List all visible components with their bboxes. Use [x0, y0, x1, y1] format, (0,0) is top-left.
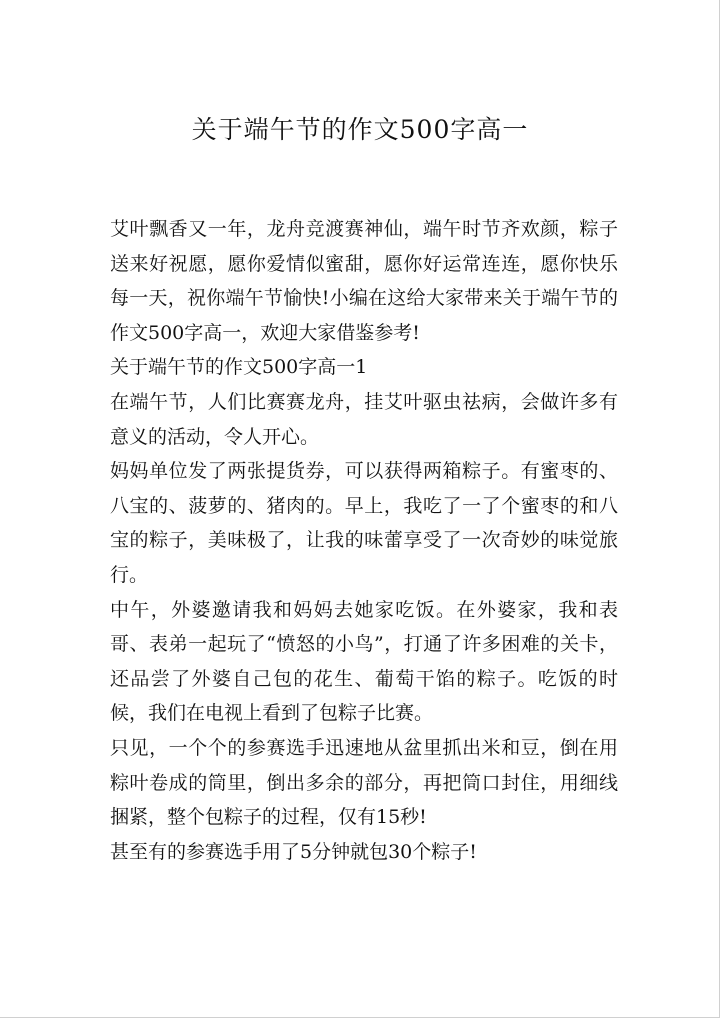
document-title: 关于端午节的作文500字高一 — [191, 115, 529, 144]
paragraph-intro: 艾叶飘香又一年，龙舟竞渡赛神仙，端午时节齐欢颜，粽子送来好祝愿，愿你爱情似蜜甜，愿你好运常连连，愿你快乐每一天，祝你端午节愉快!小编在这给大家带来关于端午节的作文500字高一，欢迎大家借鉴参考! — [110, 218, 618, 344]
section-heading: 关于端午节的作文500字高一1 — [110, 356, 368, 379]
paragraph: 在端午节，人们比赛赛龙舟，挂艾叶驱虫祛病，会做许多有意义的活动，令人开心。 — [110, 390, 618, 448]
paragraph: 妈妈单位发了两张提货券，可以获得两箱粽子。有蜜枣的、八宝的、菠萝的、猪肉的。早上，我吃了一了个蜜枣的和八宝的粽子，美味极了，让我的味蕾享受了一次奇妙的味觉旅行。 — [110, 460, 618, 586]
paragraph: 中午，外婆邀请我和妈妈去她家吃饭。在外婆家，我和表哥、表弟一起玩了“愤怒的小鸟”，打通了许多困难的关卡，还品尝了外婆自己包的花生、葡萄干馅的粽子。吃饭的时候，我们在电视上看到了包粽子比赛。 — [110, 598, 618, 725]
paragraph: 只见，一个个的参赛选手迅速地从盆里抓出米和豆，倒在用粽叶卷成的筒里，倒出多余的部分，再把筒口封住，用细线捆紧，整个包粽子的过程，仅有15秒! — [110, 736, 618, 829]
document-body — [110, 212, 618, 869]
paragraph: 甚至有的参赛选手用了5分钟就包30个粽子! — [110, 840, 477, 863]
